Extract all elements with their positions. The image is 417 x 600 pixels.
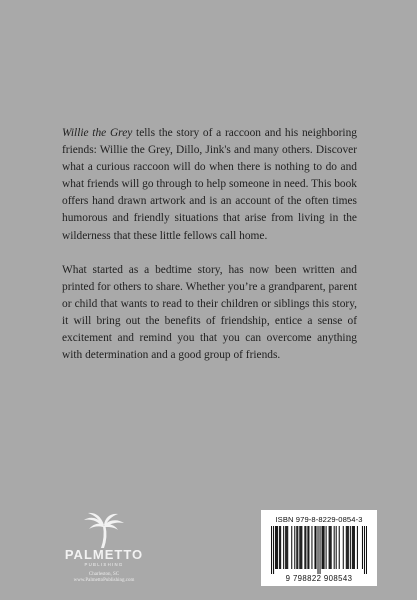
publisher-subtitle: PUBLISHING (84, 562, 124, 567)
barcode-bar (307, 526, 308, 569)
barcode-bar (296, 526, 297, 569)
barcode-bar (305, 526, 306, 569)
barcode-bar (353, 526, 354, 569)
barcode-bar (324, 526, 325, 569)
barcode-bar (276, 526, 277, 569)
blurb-paragraph-1-text: tells the story of a raccoon and his neighboring friends: Willie the Grey, Dillo, Jink's and many others. Discover what a curious raccoon will do when there is nothing to do and what friends will go through to help someone in need. This book offers hand drawn artwork and is an account of the often times humorous and friendly situations that arise from living in the wilderness that these little fellows call home. (62, 127, 357, 242)
publisher-website: www.PalmettoPublishing.com (73, 578, 135, 583)
barcode-bar (357, 526, 358, 569)
barcode-bar (279, 526, 280, 569)
publisher-name: PALMETTO (64, 547, 144, 562)
barcode-bar (346, 526, 347, 569)
barcode-bar (300, 526, 301, 569)
barcode-bar (308, 526, 309, 569)
barcode-bar (354, 526, 355, 569)
barcode-bar (277, 526, 278, 569)
barcode-bar (339, 526, 340, 569)
isbn-barcode (261, 510, 377, 586)
barcode-bar (271, 526, 272, 574)
barcode-bar (291, 526, 292, 569)
barcode-bar (350, 526, 351, 569)
barcode-bar (362, 526, 363, 569)
barcode-bar (347, 526, 348, 569)
barcode-bar (329, 526, 330, 569)
barcode-bar (315, 526, 316, 569)
barcode-bar (336, 526, 337, 569)
barcode-bar (317, 526, 318, 574)
barcode-bar (273, 526, 274, 574)
barcode-bar (330, 526, 331, 569)
barcode-bar (348, 526, 349, 569)
barcode-bar (280, 526, 281, 569)
barcode-bar (275, 526, 276, 569)
barcode-bar (283, 526, 284, 569)
isbn-label: ISBN 979-8-8229-0854-3 (275, 515, 363, 524)
publisher-logo-block (52, 510, 156, 584)
book-title-italic: Willie the Grey (62, 127, 133, 139)
barcode-bar (297, 526, 298, 569)
barcode-bar (285, 526, 286, 569)
barcode-bar (314, 526, 315, 569)
barcode-bar (322, 526, 323, 569)
barcode-bar (320, 526, 321, 574)
barcode-bar (304, 526, 305, 569)
barcode-bar (294, 526, 295, 569)
back-cover-blurb (62, 125, 357, 381)
publisher-location: Charleston, SC (88, 572, 120, 577)
barcode-bar (287, 526, 288, 569)
barcode-bar (331, 526, 332, 569)
barcode-bar (334, 526, 335, 569)
barcode-bar (286, 526, 287, 569)
barcode-bars (271, 526, 367, 574)
barcode-bar (366, 526, 367, 574)
barcode-bar (301, 526, 302, 569)
palm-tree-icon (81, 510, 127, 548)
barcode-bar (364, 526, 365, 574)
barcode-bar (343, 526, 344, 569)
barcode-bar (352, 526, 353, 569)
barcode-bar (323, 526, 324, 569)
blurb-paragraph-2: What started as a bedtime story, has now been written and printed for others to share. Whether you’re a grandparent, parent or child that wants to read to their children or siblings this story, it will bring out the benefits of friendship, entice a sense of excitement and remind you that you can overcome anything with determination and a good group of friends. (62, 263, 357, 362)
barcode-bar (311, 526, 312, 569)
blurb-paragraph-1 (62, 125, 357, 245)
barcode-bar (326, 526, 327, 569)
barcode-bar (299, 526, 300, 569)
barcode-digits: 9 798822 908543 (285, 574, 353, 583)
